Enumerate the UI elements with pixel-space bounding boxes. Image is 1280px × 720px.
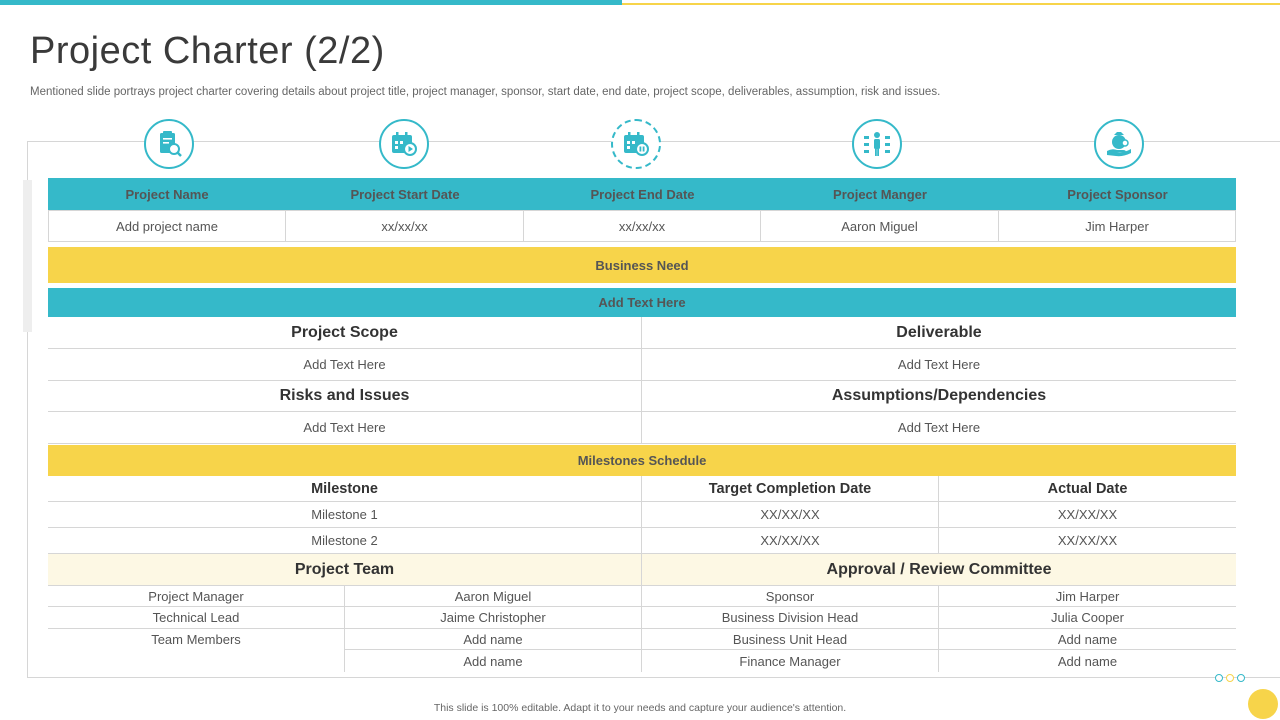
committee-name-3: Add name xyxy=(939,629,1236,650)
committee-role-1: Sponsor xyxy=(642,586,939,607)
project-team-label: Project Team xyxy=(48,554,642,586)
milestones-label: Milestones Schedule xyxy=(577,453,707,468)
hand-money-bag-icon xyxy=(1094,119,1144,169)
header-end-date: Project End Date xyxy=(590,186,695,202)
value-end-date: xx/xx/xx xyxy=(524,210,761,242)
top-accent-line xyxy=(622,3,1280,5)
team-role-4 xyxy=(48,650,345,672)
team-name-4: Add name xyxy=(345,650,642,672)
risks-header-row xyxy=(48,381,1236,412)
milestone-1-actual: XX/XX/XX xyxy=(939,502,1236,528)
slide-title: Project Charter (2/2) xyxy=(30,30,385,72)
project-values-row xyxy=(48,210,1236,242)
project-scope-label: Project Scope xyxy=(48,317,642,349)
target-date-column-header: Target Completion Date xyxy=(642,476,939,502)
header-project-manager: Project Manger xyxy=(833,186,927,202)
deliverable-label: Deliverable xyxy=(642,317,1236,349)
project-header-row xyxy=(48,178,1236,210)
table-row xyxy=(48,502,1236,528)
dot xyxy=(1226,674,1234,682)
deliverable-text: Add Text Here xyxy=(642,349,1236,381)
side-strip xyxy=(23,180,32,332)
table-row xyxy=(48,528,1236,554)
actual-date-column-header: Actual Date xyxy=(939,476,1236,502)
milestones-band xyxy=(48,445,1236,476)
value-project-sponsor: Jim Harper xyxy=(999,210,1236,242)
committee-role-4: Finance Manager xyxy=(642,650,939,672)
milestone-1-name: Milestone 1 xyxy=(48,502,642,528)
calendar-pause-icon xyxy=(611,119,661,169)
dot xyxy=(1237,674,1245,682)
team-role-3: Team Members xyxy=(48,629,345,650)
milestone-2-actual: XX/XX/XX xyxy=(939,528,1236,554)
clipboard-search-icon xyxy=(144,119,194,169)
committee-role-2: Business Division Head xyxy=(642,607,939,629)
committee-role-3: Business Unit Head xyxy=(642,629,939,650)
table-row xyxy=(48,629,1236,650)
table-row xyxy=(48,586,1236,607)
dot xyxy=(1215,674,1223,682)
decorative-dots xyxy=(1215,674,1245,682)
team-name-1: Aaron Miguel xyxy=(345,586,642,607)
milestone-2-target: XX/XX/XX xyxy=(642,528,939,554)
risks-text-row xyxy=(48,412,1236,444)
value-project-manager: Aaron Miguel xyxy=(761,210,999,242)
team-role-2: Technical Lead xyxy=(48,607,345,629)
team-header-row xyxy=(48,554,1236,586)
slide-subtitle: Mentioned slide portrays project charter covering details about project title, project manager, sponsor, start date, end date, project scope, deliverables, assumption, risk and issues. xyxy=(30,86,941,98)
team-role-1: Project Manager xyxy=(48,586,345,607)
table-row xyxy=(48,607,1236,629)
header-project-name: Project Name xyxy=(125,186,209,202)
committee-label: Approval / Review Committee xyxy=(642,554,1236,586)
org-chart-person-icon xyxy=(852,119,902,169)
header-project-sponsor: Project Sponsor xyxy=(1067,186,1168,202)
business-need-text-band xyxy=(48,288,1236,317)
risks-text: Add Text Here xyxy=(48,412,642,444)
table-row xyxy=(48,650,1236,672)
scope-header-row xyxy=(48,317,1236,349)
milestone-2-name: Milestone 2 xyxy=(48,528,642,554)
milestones-header-row xyxy=(48,476,1236,502)
milestone-column-header: Milestone xyxy=(48,476,642,502)
business-need-band xyxy=(48,247,1236,283)
risks-label: Risks and Issues xyxy=(48,381,642,412)
committee-name-1: Jim Harper xyxy=(939,586,1236,607)
footer-note: This slide is 100% editable. Adapt it to your needs and capture your audience's attention. xyxy=(433,702,847,714)
calendar-play-icon xyxy=(379,119,429,169)
header-start-date: Project Start Date xyxy=(350,186,460,202)
top-accent-bar xyxy=(0,0,622,5)
milestone-1-target: XX/XX/XX xyxy=(642,502,939,528)
committee-name-4: Add name xyxy=(1057,653,1118,669)
business-need-label: Business Need xyxy=(595,257,689,273)
committee-name-2: Julia Cooper xyxy=(939,607,1236,629)
project-scope-text: Add Text Here xyxy=(48,349,642,381)
assumptions-text: Add Text Here xyxy=(642,412,1236,444)
team-name-3: Add name xyxy=(345,629,642,650)
scope-text-row xyxy=(48,349,1236,381)
value-start-date: xx/xx/xx xyxy=(286,210,524,242)
assumptions-label: Assumptions/Dependencies xyxy=(642,381,1236,412)
team-name-2: Jaime Christopher xyxy=(345,607,642,629)
business-need-text: Add Text Here xyxy=(598,295,686,310)
value-project-name: Add project name xyxy=(48,210,286,242)
